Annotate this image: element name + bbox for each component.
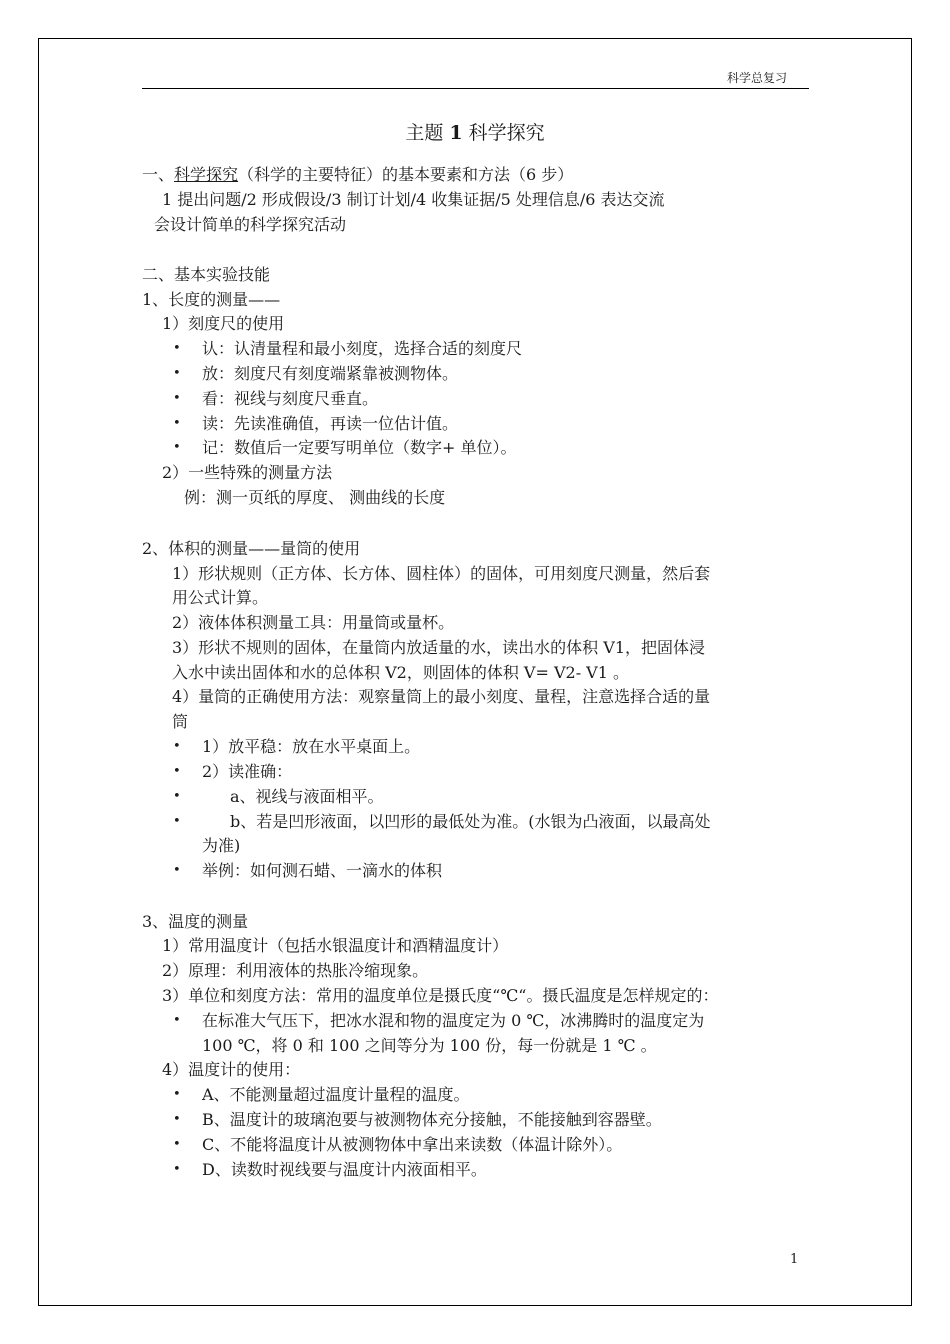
- temp-p1: 1）常用温度计（包括水银温度计和酒精温度计）: [162, 936, 509, 955]
- volume-bullet-4a: b、若是凹形液面，以凹形的最低处为准。(水银为凸液面，以最高处: [230, 812, 711, 831]
- volume-bullet-3: a、视线与液面相平。: [230, 787, 384, 806]
- temp-bullet-D: D、读数时视线要与温度计内液面相平。: [202, 1160, 487, 1179]
- page-number: 1: [790, 1252, 799, 1267]
- bullet-dot: •: [173, 366, 181, 381]
- volume-p3b: 入水中读出固体和水的总体积 V2，则固体的体积 V= V2- V1 。: [172, 663, 630, 682]
- volume-p3a: 3）形状不规则的固体，在量筒内放适量的水，读出水的体积 V1，把固体浸: [172, 638, 706, 657]
- bullet-dot: •: [173, 739, 181, 754]
- volume-p4a: 4）量筒的正确使用方法：观察量筒上的最小刻度、量程，注意选择合适的量: [172, 687, 711, 706]
- title-number: 1: [449, 122, 463, 144]
- length-sub1: 1）刻度尺的使用: [162, 314, 285, 333]
- temp-bullet-1a: 在标准大气压下，把冰水混和物的温度定为 0 ℃，冰沸腾时的温度定为: [202, 1011, 705, 1030]
- bullet-dot: •: [173, 1162, 181, 1177]
- s2-heading: 二、基本实验技能: [142, 265, 271, 284]
- s1-design: 会设计简单的科学探究活动: [154, 215, 347, 234]
- length-heading: 1、长度的测量——: [142, 290, 281, 309]
- temp-bullet-C: C、不能将温度计从被测物体中拿出来读数（体温计除外）。: [202, 1135, 623, 1154]
- length-bullet-3: 看：视线与刻度尺垂直。: [202, 389, 379, 408]
- temp-bullet-A: A、不能测量超过温度计量程的温度。: [202, 1085, 470, 1104]
- bullet-dot: •: [173, 814, 181, 829]
- volume-bullet-4b: 为准): [202, 836, 241, 855]
- bullet-dot: •: [173, 863, 181, 878]
- length-bullet-2: 放：刻度尺有刻度端紧靠被测物体。: [202, 364, 459, 383]
- temp-p2: 2）原理：利用液体的热胀冷缩现象。: [162, 961, 429, 980]
- bullet-dot: •: [173, 1137, 181, 1152]
- page-title: [0, 120, 950, 146]
- title-prefix: 主题: [405, 122, 444, 144]
- volume-bullet-5: 举例：如何测石蜡、一滴水的体积: [202, 861, 443, 880]
- s1-heading-prefix: 一、: [142, 165, 175, 184]
- running-header: [142, 70, 809, 89]
- volume-p2: 2）液体体积测量工具：用量筒或量杯。: [172, 613, 455, 632]
- header-text: 科学总复习: [726, 71, 787, 85]
- s1-heading-underlined: 科学探究: [174, 165, 239, 184]
- length-bullet-4: 读：先读准确值，再读一位估计值。: [202, 414, 459, 433]
- bullet-dot: •: [173, 391, 181, 406]
- bullet-dot: •: [173, 341, 181, 356]
- volume-p1a: 1）形状规则（正方体、长方体、圆柱体）的固体，可用刻度尺测量，然后套: [172, 564, 711, 583]
- volume-p4b: 筒: [172, 712, 189, 731]
- volume-p1b: 用公式计算。: [172, 588, 269, 607]
- temp-p3: 3）单位和刻度方法：常用的温度单位是摄氏度“℃“。摄氏温度是怎样规定的：: [162, 986, 719, 1005]
- bullet-dot: •: [173, 789, 181, 804]
- title-suffix: 科学探究: [468, 122, 545, 144]
- bullet-dot: •: [173, 440, 181, 455]
- temp-heading: 3、温度的测量: [142, 912, 249, 931]
- s1-steps: 1 提出问题/2 形成假设/3 制订计划/4 收集证据/5 处理信息/6 表达交流: [162, 190, 665, 209]
- length-bullet-1: 认：认清量程和最小刻度，选择合适的刻度尺: [202, 339, 523, 358]
- temp-bullet-B: B、温度计的玻璃泡要与被测物体充分接触，不能接触到容器壁。: [202, 1110, 662, 1129]
- length-example: 例：测一页纸的厚度、 测曲线的长度: [184, 488, 446, 507]
- volume-heading: 2、体积的测量——量筒的使用: [142, 539, 361, 558]
- volume-bullet-1: 1）放平稳：放在水平桌面上。: [202, 737, 421, 756]
- bullet-dot: •: [173, 1112, 181, 1127]
- length-bullet-5: 记：数值后一定要写明单位（数字+ 单位）。: [202, 438, 517, 457]
- bullet-dot: •: [173, 416, 181, 431]
- bullet-dot: •: [173, 1013, 181, 1028]
- bullet-dot: •: [173, 1087, 181, 1102]
- length-sub2: 2）一些特殊的测量方法: [162, 463, 333, 482]
- volume-bullet-2: 2）读准确：: [202, 762, 293, 781]
- bullet-dot: •: [173, 764, 181, 779]
- s1-heading-rest: （科学的主要特征）的基本要素和方法（6 步）: [238, 165, 574, 184]
- temp-p4: 4）温度计的使用：: [162, 1060, 301, 1079]
- temp-bullet-1b: 100 ℃，将 0 和 100 之间等分为 100 份，每一份就是 1 ℃ 。: [202, 1036, 657, 1055]
- s1-heading: [142, 164, 573, 186]
